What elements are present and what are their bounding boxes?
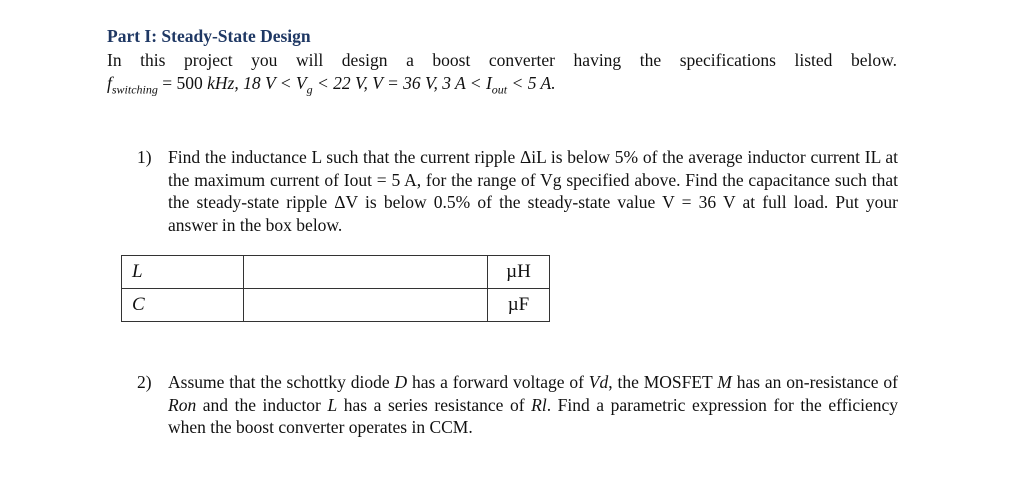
spec-vg-sub: g bbox=[306, 82, 313, 97]
spec-part3: < 22 V, V = 36 V, 3 A < I bbox=[312, 73, 492, 93]
q2-ron: Ron bbox=[168, 394, 197, 415]
q2-t3: , the MOSFET bbox=[608, 372, 718, 392]
inductance-answer-box[interactable] bbox=[244, 256, 488, 289]
table-row bbox=[122, 256, 550, 289]
intro-text: In this project you will design a boost converter having the specifications listed below. bbox=[107, 50, 897, 70]
q2-mosfet: M bbox=[717, 372, 732, 392]
capacitance-answer-box[interactable] bbox=[244, 289, 488, 322]
unit-uh: µH bbox=[488, 256, 550, 289]
question-1-number: 1) bbox=[137, 147, 152, 167]
q2-inductor: L bbox=[327, 394, 338, 415]
spec-f-sub: switching bbox=[111, 82, 158, 97]
spec-khz: kHz bbox=[207, 73, 235, 93]
spec-f: f bbox=[107, 73, 112, 93]
table-row bbox=[122, 289, 550, 322]
spec-iout-sub: out bbox=[491, 82, 508, 97]
q2-t4: has an on-resistance of bbox=[731, 372, 899, 392]
unit-uf: µF bbox=[488, 289, 550, 322]
q2-t6: has a series resistance of bbox=[337, 394, 532, 415]
question-2-number: 2) bbox=[137, 372, 152, 392]
spec-eq1: = 500 bbox=[157, 73, 208, 93]
question-1-text: Find the inductance L such that the current ripple ΔiL is below 5% of the average inductor current IL at the maximum current of Iout = 5 A, for the range of Vg specified above. Find the capacitance such that the steady-state ripple ΔV is below 0.5% of the steady-state value V = 36 V at full load. Put your answer in the box below. bbox=[168, 147, 898, 235]
spec-part4: < 5 A. bbox=[507, 73, 556, 93]
q2-t5: and the inductor bbox=[196, 394, 328, 415]
spec-part2: , 18 V < V bbox=[234, 73, 307, 93]
q2-t2: has a forward voltage of bbox=[407, 372, 589, 392]
answer-table bbox=[121, 255, 550, 322]
q2-vd: Vd bbox=[588, 372, 609, 392]
row-label-l: L bbox=[122, 256, 244, 289]
q2-t1: Assume that the schottky diode bbox=[168, 372, 395, 392]
section-heading: Part I: Steady-State Design bbox=[107, 26, 311, 46]
question-2-text bbox=[168, 371, 898, 439]
q2-rl: Rl bbox=[531, 394, 547, 415]
q2-t7: . Find a parametric expression for the efficiency when the boost converter operates in CCM. bbox=[168, 394, 898, 437]
row-label-c: C bbox=[122, 289, 244, 322]
specification-equation bbox=[107, 73, 556, 98]
q2-diode: D bbox=[394, 372, 408, 392]
